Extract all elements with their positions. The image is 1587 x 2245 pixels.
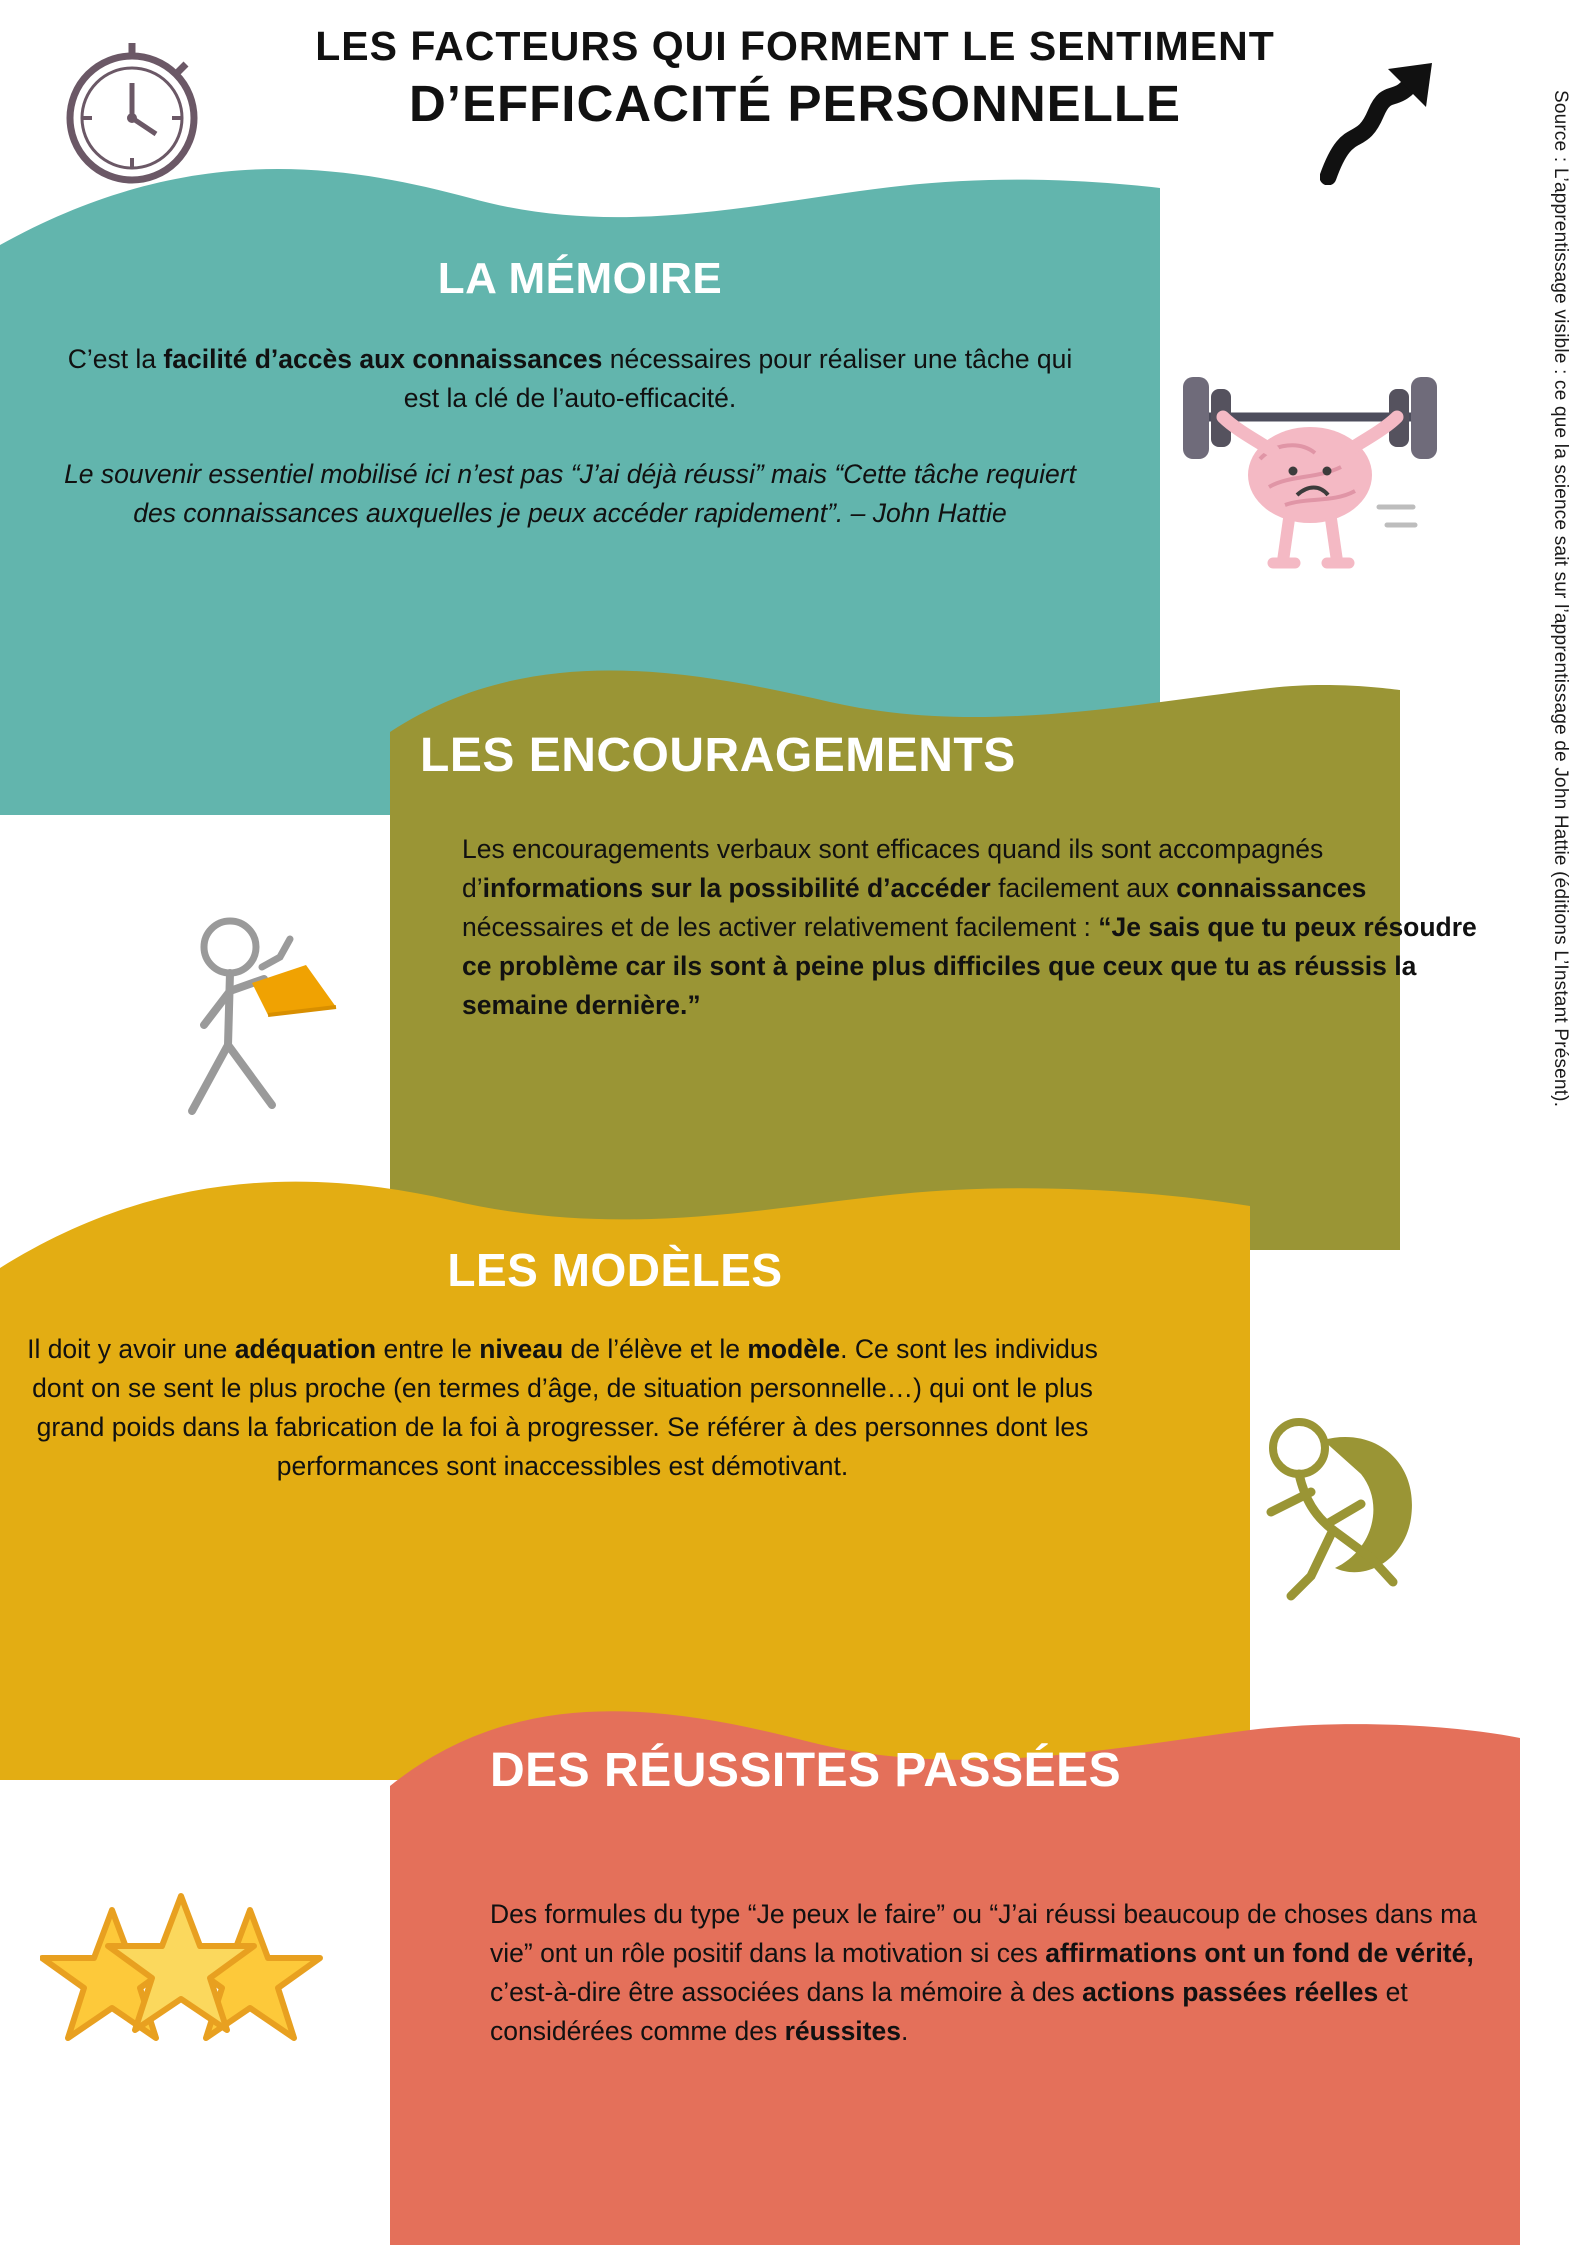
page-title xyxy=(230,22,1360,135)
section-quote-memoire: Le souvenir essentiel mobilisé ici n’est pas “J’ai déjà réussi” mais “Cette tâche requiert des connaissances auxquelles je peux accéder rapidement”. – John Hattie xyxy=(64,459,1076,528)
megaphone-person-icon xyxy=(140,905,370,1135)
section-title-modeles: LES MODÈLES xyxy=(447,1244,783,1296)
section-title-reussites: DES RÉUSSITES PASSÉES xyxy=(490,1744,1122,1797)
source-text: Source : L’apprentissage visible : ce que la science sait sur l’apprentissage de John Hattie (éditions L’Instant Présent). xyxy=(1550,90,1571,1108)
brain-weightlifting-icon xyxy=(1165,355,1455,585)
section-title-encouragements: LES ENCOURAGEMENTS xyxy=(420,729,1016,782)
section-body-memoire: C’est la facilité d’accès aux connaissances nécessaires pour réaliser une tâche qui est la clé de l’auto-efficacité. xyxy=(67,344,1073,413)
three-stars-icon xyxy=(40,1880,330,2065)
title-line-2: D’EFFICACITÉ PERSONNELLE xyxy=(408,75,1182,133)
superhero-icon xyxy=(1215,1400,1455,1630)
section-body-modeles: Il doit y avoir une adéquation entre le niveau de l’élève et le modèle. Ce sont les individus dont on se sent le plus proche (en termes d’âge, de situation personnelle…) qui ont le plus grand poids dans la fabrication de la foi à progresser. Se référer à des personnes dont les performances sont inaccessibles est démotivant. xyxy=(27,1334,1098,1481)
section-title-memoire: LA MÉMOIRE xyxy=(437,254,723,303)
growth-arrow-icon xyxy=(1320,55,1450,185)
section-body-encouragements: Les encouragements verbaux sont efficaces quand ils sont accompagnés d’informations sur la possibilité d’accéder facilement aux connaissances nécessaires et de les activer relativement facilement : “Je sais que tu peux résoudre ce problème car ils sont à peine plus difficiles que ceux que tu as réussis la semaine dernière.” xyxy=(462,834,1477,1020)
source-note xyxy=(1541,90,1581,1490)
section-body-reussites: Des formules du type “Je peux le faire” ou “J’ai réussi beaucoup de choses dans ma vie” ont un rôle positif dans la motivation si ces affirmations ont un fond de vérité, c’est-à-dire être associées dans la mémoire à des actions passées réelles et considérées comme des réussites. xyxy=(490,1899,1477,2046)
clock-icon xyxy=(52,38,212,198)
title-line-1: LES FACTEURS QUI FORMENT LE SENTIMENT xyxy=(315,23,1275,69)
